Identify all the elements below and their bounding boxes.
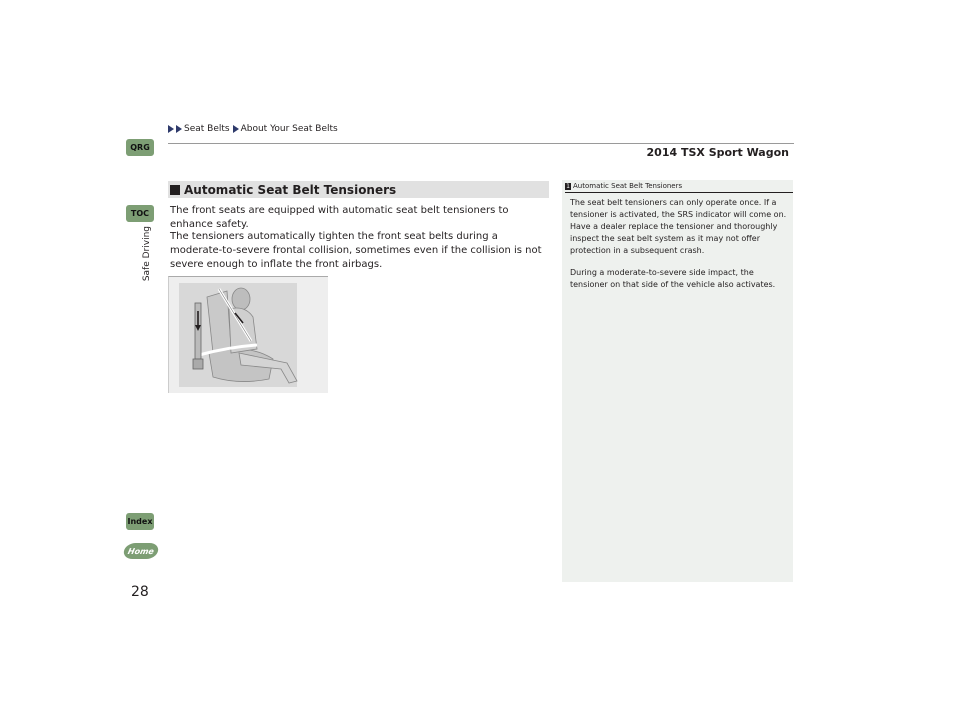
note-body [570,197,788,301]
note-header [565,182,682,190]
section-heading [168,181,549,198]
note-title: Automatic Seat Belt Tensioners [573,182,683,190]
body-paragraph-2: The tensioners automatically tighten the front seat belts during a moderate-to-severe frontal collision, sometimes even if the collision is not severe enough to inflate the front airbags. [170,231,542,270]
breadcrumb-link-seat-belts[interactable]: Seat Belts [184,124,230,134]
body-paragraph-1: The front seats are equipped with automatic seat belt tensioners to enhance safety. [170,205,509,230]
note-paragraph-2: During a moderate-to-severe side impact, the tensioner on that side of the vehicle also activates. [570,268,776,289]
breadcrumb-arrow-icon [176,125,182,133]
section-label: Safe Driving [142,226,152,282]
breadcrumb-arrow-icon [168,125,174,133]
heading-square-icon [170,185,180,195]
qrg-tab-button[interactable]: QRG [126,139,154,156]
section-heading-text: Automatic Seat Belt Tensioners [184,182,397,197]
breadcrumb [168,124,339,134]
breadcrumb-link-about-seat-belts[interactable]: About Your Seat Belts [240,124,338,134]
index-tab-button[interactable]: Index [126,513,154,530]
breadcrumb-arrow-icon [233,125,239,133]
header-divider [168,143,794,144]
toc-tab-button[interactable]: TOC [126,205,154,222]
home-button[interactable]: Home [122,543,159,559]
note-divider [565,192,793,193]
note-paragraph-1: The seat belt tensioners can only operate once. If a tensioner is activated, the SRS indicator will come on. Have a dealer replace the tensioner and thoroughly inspect the seat belt system as it may not offer protection in a subsequent crash. [570,198,787,255]
seat-belt-tensioner-illustration [168,276,328,393]
document-title: 2014 TSX Sport Wagon [646,146,789,159]
page-number: 28 [131,584,149,600]
note-number-icon: 1 [566,182,570,190]
